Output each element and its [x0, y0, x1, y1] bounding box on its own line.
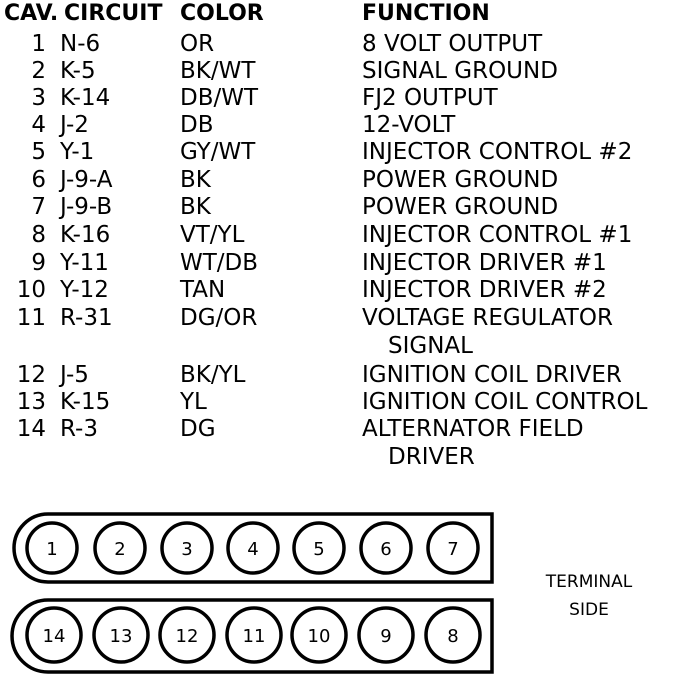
cell-color: BK/YL: [180, 362, 246, 388]
cell-cav: 7: [31, 194, 46, 220]
cavity-number: 13: [109, 626, 133, 647]
cell-function-continuation: SIGNAL: [388, 333, 473, 359]
cell-color: VT/YL: [180, 222, 245, 248]
cell-cav: 12: [16, 362, 46, 388]
cavity-1: [27, 523, 77, 573]
cell-color: DB: [180, 112, 214, 138]
cavity-8: [426, 608, 480, 662]
cavity-6: [361, 523, 411, 573]
cell-function-continuation: DRIVER: [388, 444, 475, 470]
cell-circuit: Y-11: [60, 250, 109, 276]
cell-function: INJECTOR CONTROL #2: [362, 139, 633, 165]
cavity-number: 12: [175, 626, 199, 647]
cavity-number: 11: [242, 626, 266, 647]
cavity-2: [95, 523, 145, 573]
cell-function: INJECTOR DRIVER #2: [362, 277, 607, 303]
terminal-side-label: [534, 568, 644, 624]
cavity-number: 2: [114, 539, 126, 560]
cell-circuit: K-14: [60, 85, 111, 111]
cavity-13: [94, 608, 148, 662]
header-cav: CAV.: [4, 1, 59, 26]
cavity-3: [162, 523, 212, 573]
cell-cav: 13: [16, 389, 46, 415]
cell-circuit: J-2: [60, 112, 89, 138]
cavity-number: 4: [247, 539, 259, 560]
cell-cav: 2: [31, 58, 46, 84]
cell-circuit: J-9-B: [60, 194, 113, 220]
cell-color: TAN: [180, 277, 226, 303]
cell-function: VOLTAGE REGULATOR: [362, 305, 613, 331]
cell-circuit: J-9-A: [60, 167, 113, 193]
cell-color: DB/WT: [180, 85, 259, 111]
cell-cav: 3: [31, 85, 46, 111]
terminal-label-line2: SIDE: [569, 600, 609, 620]
cell-color: YL: [180, 389, 207, 415]
cavity-12: [160, 608, 214, 662]
cell-function: INJECTOR CONTROL #1: [362, 222, 633, 248]
cell-function: POWER GROUND: [362, 167, 559, 193]
cavity-5: [294, 523, 344, 573]
cavity-number: 10: [307, 626, 331, 647]
header-color: COLOR: [180, 1, 264, 26]
cell-function: FJ2 OUTPUT: [362, 85, 498, 111]
header-circuit: CIRCUIT: [64, 1, 163, 26]
cell-circuit: R-3: [60, 416, 98, 442]
cell-function: IGNITION COIL DRIVER: [362, 362, 622, 388]
cell-function: INJECTOR DRIVER #1: [362, 250, 607, 276]
cell-function: SIGNAL GROUND: [362, 58, 558, 84]
cavity-10: [292, 608, 346, 662]
cell-color: BK/WT: [180, 58, 256, 84]
header-function: FUNCTION: [362, 1, 490, 26]
cell-circuit: N-6: [60, 31, 101, 57]
cell-color: OR: [180, 31, 215, 57]
cavity-number: 5: [313, 539, 325, 560]
cell-cav: 8: [31, 222, 46, 248]
cell-circuit: K-16: [60, 222, 111, 248]
cavity-number: 3: [181, 539, 193, 560]
cell-circuit: Y-1: [60, 139, 95, 165]
cavity-number: 8: [447, 626, 459, 647]
cavity-number: 9: [380, 626, 392, 647]
cell-cav: 14: [16, 416, 46, 442]
cell-color: BK: [180, 194, 211, 220]
cell-circuit: R-31: [60, 305, 113, 331]
cavity-number: 6: [380, 539, 392, 560]
cavity-number: 1: [46, 539, 58, 560]
cell-color: BK: [180, 167, 211, 193]
cell-circuit: Y-12: [60, 277, 109, 303]
cavity-7: [428, 523, 478, 573]
cell-cav: 10: [16, 277, 46, 303]
cavity-11: [227, 608, 281, 662]
cell-function: IGNITION COIL CONTROL: [362, 389, 648, 415]
cell-color: GY/WT: [180, 139, 256, 165]
cell-cav: 9: [31, 250, 46, 276]
cell-cav: 1: [31, 31, 46, 57]
cell-color: DG: [180, 416, 216, 442]
cell-cav: 5: [31, 139, 46, 165]
cavity-4: [228, 523, 278, 573]
cell-function: 8 VOLT OUTPUT: [362, 31, 543, 57]
cell-cav: 11: [16, 305, 46, 331]
cavity-14: [27, 608, 81, 662]
terminal-label-line1: TERMINAL: [545, 572, 633, 592]
cell-color: WT/DB: [180, 250, 259, 276]
cell-cav: 6: [31, 167, 46, 193]
cell-cav: 4: [31, 112, 46, 138]
cell-circuit: K-15: [60, 389, 111, 415]
cell-function: 12-VOLT: [362, 112, 456, 138]
cell-function: ALTERNATOR FIELD: [362, 416, 584, 442]
connector-diagram: [0, 500, 500, 682]
cell-color: DG/OR: [180, 305, 258, 331]
cell-function: POWER GROUND: [362, 194, 559, 220]
cavity-number: 7: [447, 539, 459, 560]
cell-circuit: J-5: [60, 362, 89, 388]
cavity-9: [359, 608, 413, 662]
cell-circuit: K-5: [60, 58, 96, 84]
cavity-number: 14: [42, 626, 66, 647]
